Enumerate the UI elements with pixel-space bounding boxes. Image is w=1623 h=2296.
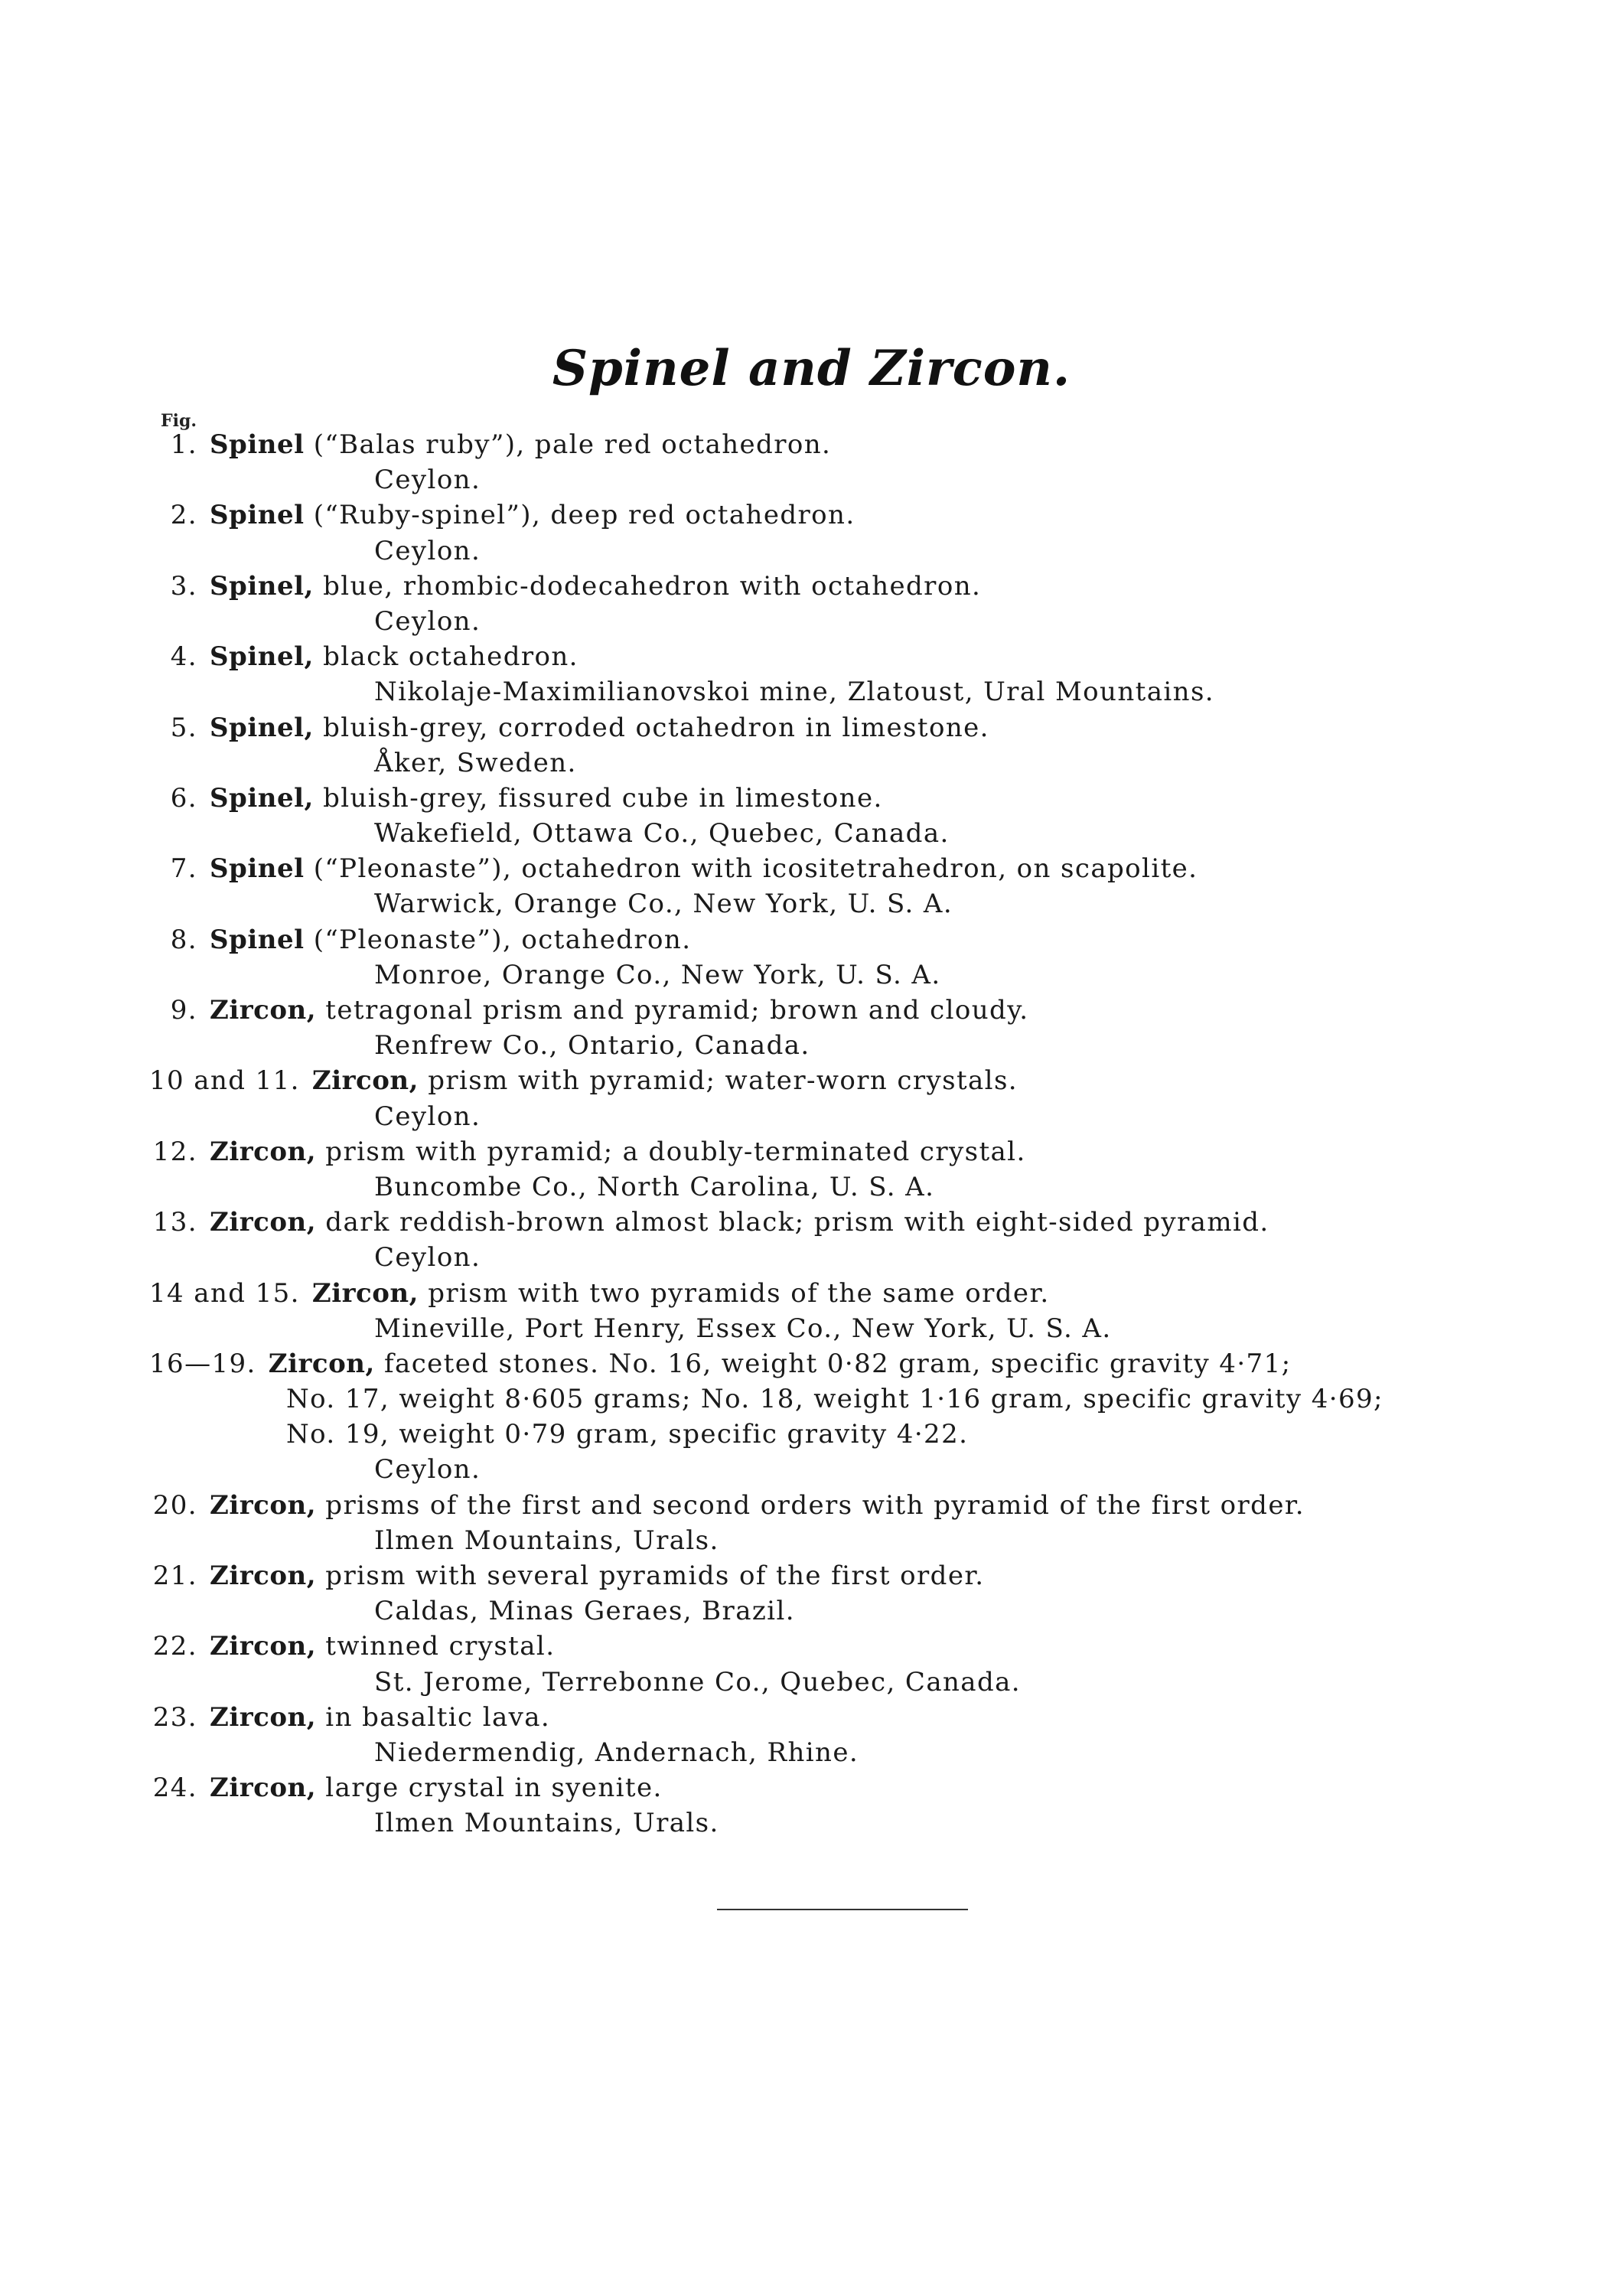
figure-number: 4.: [170, 641, 197, 673]
figure-locality: Monroe, Orange Co., New York, U. S. A.: [374, 959, 941, 990]
mineral-name: Zircon,: [210, 1136, 317, 1167]
figure-number: 20.: [152, 1489, 197, 1521]
mineral-name: Spinel,: [210, 641, 314, 673]
figure-description: [312, 1063, 1018, 1098]
figure-continuation: [0, 1381, 1623, 1417]
mineral-description: dark reddish-brown almost black; prism with eight-sided pyramid.: [316, 1207, 1269, 1238]
figure-locality-line: [0, 816, 1623, 851]
figure-number: 5.: [170, 712, 197, 743]
figure-number: 14 and 15.: [149, 1277, 300, 1309]
mineral-description: (“Ruby-spinel”), deep red octahedron.: [304, 500, 855, 531]
mineral-name: Zircon,: [311, 1065, 419, 1097]
mineral-description: (“Pleonaste”), octahedron with icositetrahedron, on scapolite.: [304, 853, 1198, 885]
figure-description: [210, 1205, 1269, 1240]
figure-locality-line: [0, 604, 1623, 639]
figure-locality: Renfrew Co., Ontario, Canada.: [374, 1030, 810, 1062]
figure-number: 24.: [152, 1773, 197, 1804]
figure-number: 23.: [152, 1701, 197, 1733]
figure-number: 13.: [152, 1207, 197, 1238]
mineral-description: prism with several pyramids of the first order.: [316, 1561, 985, 1591]
figure-description: [210, 851, 1198, 886]
figure-description: [312, 1276, 1050, 1311]
mineral-name: Zircon,: [268, 1348, 375, 1379]
figure-entry: [0, 781, 1623, 816]
figure-entry: [0, 1770, 1623, 1805]
figure-locality-line: [0, 674, 1623, 709]
figure-entry: [0, 922, 1623, 957]
mineral-name: Zircon,: [210, 1631, 317, 1662]
figure-entry: [0, 851, 1623, 886]
mineral-name: Zircon,: [311, 1277, 419, 1309]
figure-description: [210, 710, 989, 745]
figure-locality-line: [0, 1665, 1623, 1700]
figure-description: [210, 1134, 1026, 1169]
mineral-name: Spinel,: [210, 570, 314, 602]
figure-entry: [0, 639, 1623, 674]
mineral-name: Spinel: [210, 429, 305, 460]
figure-locality: Ilmen Mountains, Urals.: [374, 1525, 719, 1556]
mineral-description: (“Pleonaste”), octahedron.: [304, 924, 692, 955]
figure-locality-line: [0, 1805, 1623, 1841]
mineral-name: Zircon,: [210, 1489, 317, 1521]
mineral-name: Zircon,: [210, 1773, 317, 1804]
mineral-name: Zircon,: [210, 1207, 317, 1238]
figure-locality: Wakefield, Ottawa Co., Quebec, Canada.: [374, 818, 950, 850]
mineral-description: prisms of the first and second orders with pyramid of the first order.: [316, 1489, 1305, 1521]
figure-number: 6.: [170, 782, 197, 814]
mineral-description: bluish-grey, fissured cube in limestone.: [313, 782, 883, 814]
figure-entry: [0, 569, 1623, 604]
mineral-description: in basaltic lava.: [316, 1701, 551, 1733]
figure-locality-line: [0, 886, 1623, 921]
mineral-name: Spinel: [210, 924, 305, 955]
mineral-description: large crystal in syenite.: [316, 1773, 663, 1804]
figure-entry: [0, 710, 1623, 745]
figure-locality: Ilmen Mountains, Urals.: [374, 1808, 719, 1839]
figure-locality: Caldas, Minas Geraes, Brazil.: [374, 1596, 795, 1627]
figure-description: [210, 922, 691, 957]
figure-entry: [0, 497, 1623, 533]
figure-locality-line: [0, 957, 1623, 993]
mineral-description: prism with pyramid; a doubly-terminated crystal.: [316, 1136, 1026, 1167]
figure-number: 22.: [152, 1631, 197, 1662]
page-title: Spinel and Zircon.: [552, 340, 1071, 397]
mineral-description: bluish-grey, corroded octahedron in limestone.: [313, 712, 989, 743]
figure-entry: [0, 1276, 1623, 1311]
mineral-name: Spinel,: [210, 782, 314, 814]
mineral-name: Spinel,: [210, 712, 314, 743]
figure-description: [210, 497, 855, 533]
figure-entry: [0, 1488, 1623, 1523]
figure-entry: [0, 993, 1623, 1028]
figure-description: [210, 1700, 550, 1735]
mineral-name: Spinel: [210, 500, 305, 531]
figure-description: [210, 427, 831, 462]
description-continuation: No. 17, weight 8·605 grams; No. 18, weight 1·16 gram, specific gravity 4·69;: [286, 1384, 1383, 1415]
mineral-description: prism with pyramid; water-worn crystals.: [418, 1065, 1018, 1097]
mineral-description: twinned crystal.: [316, 1631, 556, 1662]
figure-number: 9.: [170, 995, 197, 1026]
mineral-name: Zircon,: [210, 995, 317, 1026]
figure-locality: Ceylon.: [374, 1242, 481, 1274]
figure-number: 21.: [152, 1561, 197, 1591]
figure-description: [210, 781, 883, 816]
figure-locality-line: [0, 1523, 1623, 1558]
figure-locality: Buncombe Co., North Carolina, U. S. A.: [374, 1171, 935, 1202]
figure-locality-line: [0, 1099, 1623, 1134]
figure-locality-line: [0, 1028, 1623, 1063]
description-continuation: No. 19, weight 0·79 gram, specific gravity 4·22.: [286, 1419, 969, 1450]
figure-locality: Åker, Sweden.: [374, 747, 577, 778]
mineral-description: tetragonal prism and pyramid; brown and cloudy.: [316, 995, 1029, 1026]
figure-number: 7.: [170, 853, 197, 885]
figure-description: [269, 1346, 1292, 1381]
figure-number: 3.: [170, 570, 197, 602]
figure-locality: Niedermendig, Andernach, Rhine.: [374, 1737, 859, 1768]
figure-entry: [0, 1205, 1623, 1240]
figure-description: [210, 639, 578, 674]
mineral-description: black octahedron.: [313, 641, 578, 673]
figure-locality: St. Jerome, Terrebonne Co., Quebec, Canada.: [374, 1666, 1022, 1698]
figure-locality: Ceylon.: [374, 1101, 481, 1132]
figure-number: 2.: [170, 500, 197, 531]
figure-entry: [0, 1700, 1623, 1735]
mineral-description: faceted stones. No. 16, weight 0·82 gram, specific gravity 4·71;: [374, 1348, 1292, 1379]
figure-locality: Ceylon.: [374, 1454, 481, 1486]
figure-locality: Nikolaje-Maximilianovskoi mine, Zlatoust, Ural Mountains.: [374, 677, 1215, 708]
figure-description: [210, 1488, 1305, 1523]
figure-description: [210, 1558, 984, 1593]
figure-entry: [0, 1558, 1623, 1593]
figure-entry: [0, 1346, 1623, 1381]
mineral-description: prism with two pyramids of the same order.: [418, 1277, 1050, 1309]
figure-number: 8.: [170, 924, 197, 955]
fig-column-label: Fig.: [161, 411, 197, 431]
figure-locality-line: [0, 1169, 1623, 1205]
figure-locality-line: [0, 1452, 1623, 1487]
closing-rule: [717, 1909, 968, 1910]
figure-locality-line: [0, 1311, 1623, 1346]
figure-locality-line: [0, 533, 1623, 569]
figure-locality-line: [0, 462, 1623, 497]
figure-entry: [0, 1134, 1623, 1169]
figure-locality-line: [0, 1240, 1623, 1275]
figure-locality: Ceylon.: [374, 465, 481, 496]
figure-continuation: [0, 1417, 1623, 1452]
figure-locality-line: [0, 1735, 1623, 1770]
mineral-name: Zircon,: [210, 1561, 317, 1591]
figure-number: 10 and 11.: [149, 1065, 300, 1097]
figure-locality-line: [0, 745, 1623, 781]
mineral-name: Zircon,: [210, 1701, 317, 1733]
figure-list: [0, 427, 1623, 1841]
figure-description: [210, 569, 981, 604]
figure-entry: [0, 1629, 1623, 1664]
figure-locality-line: [0, 1593, 1623, 1629]
figure-description: [210, 993, 1029, 1028]
mineral-description: blue, rhombic-dodecahedron with octahedron.: [313, 570, 982, 602]
mineral-description: (“Balas ruby”), pale red octahedron.: [304, 429, 832, 460]
mineral-name: Spinel: [210, 853, 305, 885]
figure-description: [210, 1770, 663, 1805]
figure-description: [210, 1629, 555, 1664]
figure-number: 1.: [170, 429, 197, 460]
figure-number: 16—19.: [149, 1348, 256, 1379]
figure-locality: Ceylon.: [374, 605, 481, 637]
figure-number: 12.: [152, 1136, 197, 1167]
figure-locality: Warwick, Orange Co., New York, U. S. A.: [374, 889, 953, 920]
figure-entry: [0, 1063, 1623, 1098]
figure-locality: Mineville, Port Henry, Essex Co., New York, U. S. A.: [374, 1313, 1112, 1344]
figure-locality: Ceylon.: [374, 535, 481, 566]
figure-entry: [0, 427, 1623, 462]
